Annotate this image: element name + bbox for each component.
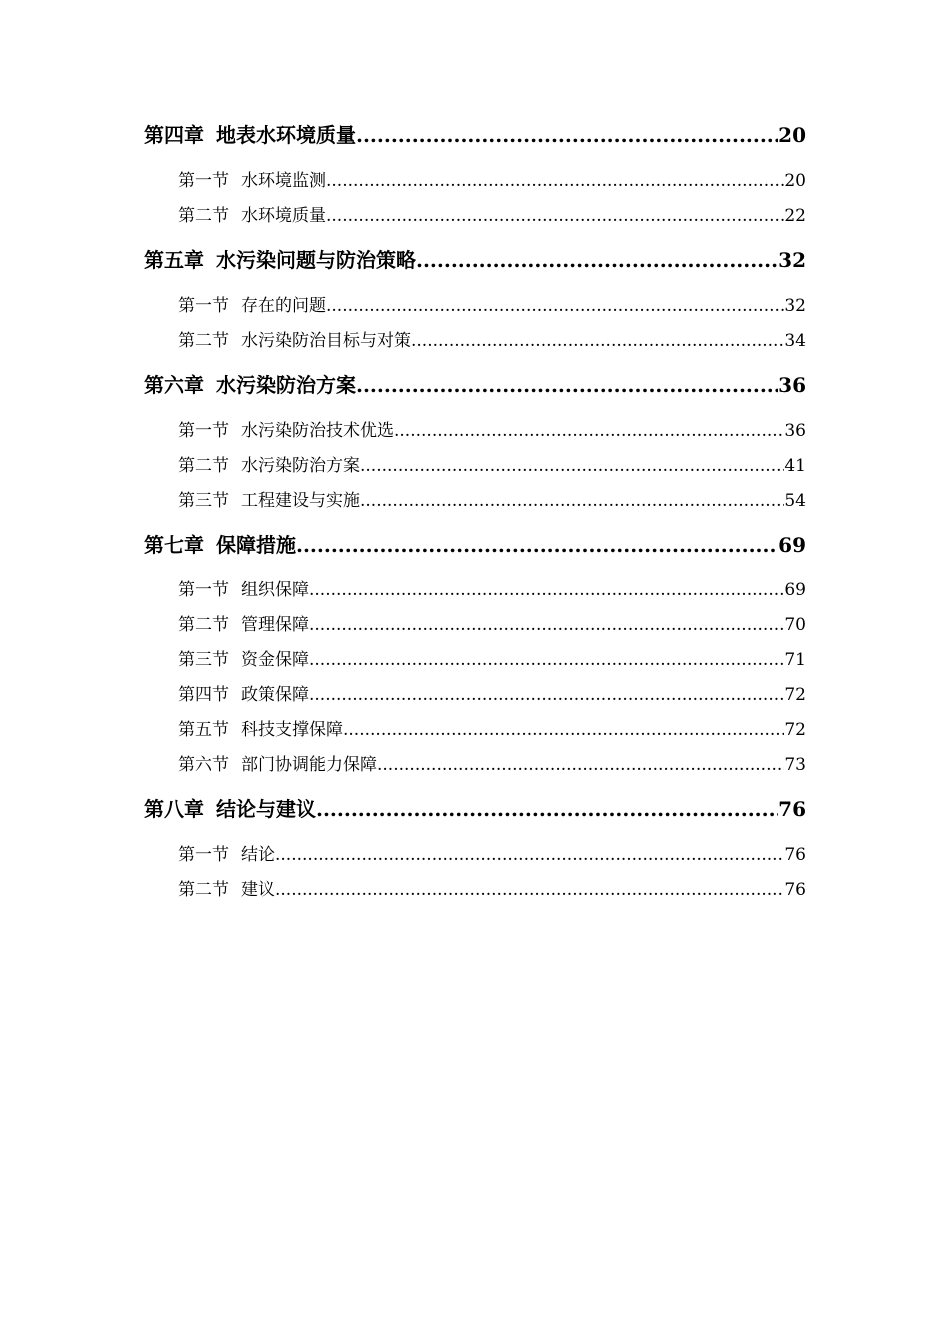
section-number: 第五节 [178,720,229,740]
toc-chapter-entry[interactable] [144,120,806,150]
page-number: 36 [784,421,806,441]
section-number: 第一节 [178,845,229,865]
chapter-title: 结论与建议 [216,797,316,821]
chapter-number: 第四章 [144,123,204,147]
chapter-number: 第五章 [144,248,204,272]
chapter-title: 水污染问题与防治策略 [216,248,416,272]
chapter-number: 第八章 [144,797,204,821]
section-title: 工程建设与实施 [241,491,360,511]
section-number: 第二节 [178,206,229,226]
dot-leader [326,293,784,319]
section-number: 第二节 [178,456,229,476]
page-number: 22 [784,206,806,226]
page-number: 71 [784,650,806,670]
toc-section-entry[interactable] [178,168,806,194]
page-number: 70 [784,615,806,635]
section-title: 建议 [241,880,275,900]
toc-section-entry[interactable] [178,612,806,638]
toc-section-entry[interactable] [178,752,806,778]
page-number: 32 [778,248,806,272]
dot-leader [411,328,784,354]
toc-section-entry[interactable] [178,453,806,479]
section-title: 部门协调能力保障 [241,755,377,775]
section-title: 水污染防治目标与对策 [241,331,411,351]
dot-leader [356,120,778,150]
section-title: 水环境监测 [241,171,326,191]
page-number: 76 [778,797,806,821]
page-number: 34 [784,331,806,351]
page-number: 41 [784,456,806,476]
chapter-title: 水污染防治方案 [216,373,356,397]
toc-section-entry[interactable] [178,488,806,514]
dot-leader [394,418,784,444]
dot-leader [377,752,784,778]
section-number: 第一节 [178,580,229,600]
page-number: 69 [784,580,806,600]
section-title: 结论 [241,845,275,865]
toc-chapter-entry[interactable] [144,370,806,400]
section-title: 资金保障 [241,650,309,670]
chapter-number: 第七章 [144,533,204,557]
dot-leader [309,682,784,708]
page-number: 76 [784,845,806,865]
section-number: 第一节 [178,171,229,191]
page-number: 73 [784,755,806,775]
toc-section-entry[interactable] [178,842,806,868]
toc-section-entry[interactable] [178,682,806,708]
dot-leader [309,647,784,673]
toc-chapter-entry[interactable] [144,794,806,824]
toc-section-entry[interactable] [178,293,806,319]
chapter-title: 保障措施 [216,533,296,557]
page-number: 20 [784,171,806,191]
section-title: 水环境质量 [241,206,326,226]
toc-section-entry[interactable] [178,328,806,354]
section-number: 第三节 [178,491,229,511]
section-title: 政策保障 [241,685,309,705]
dot-leader [309,612,784,638]
toc-chapter-entry[interactable] [144,245,806,275]
page-number: 76 [784,880,806,900]
dot-leader [326,203,784,229]
dot-leader [416,245,778,275]
section-title: 水污染防治方案 [241,456,360,476]
page-number: 20 [778,123,806,147]
section-number: 第六节 [178,755,229,775]
toc-section-entry[interactable] [178,203,806,229]
toc-section-entry[interactable] [178,647,806,673]
chapter-title: 地表水环境质量 [216,123,356,147]
toc-section-entry[interactable] [178,577,806,603]
toc-section-entry[interactable] [178,717,806,743]
section-title: 存在的问题 [241,296,326,316]
section-number: 第一节 [178,421,229,441]
dot-leader [309,577,784,603]
dot-leader [360,453,784,479]
dot-leader [343,717,784,743]
page-number: 36 [778,373,806,397]
page-number: 72 [784,685,806,705]
dot-leader [360,488,784,514]
section-title: 组织保障 [241,580,309,600]
section-number: 第二节 [178,331,229,351]
section-title: 科技支撑保障 [241,720,343,740]
toc-section-entry[interactable] [178,877,806,903]
dot-leader [296,530,778,560]
page-number: 72 [784,720,806,740]
section-title: 管理保障 [241,615,309,635]
dot-leader [326,168,784,194]
section-number: 第一节 [178,296,229,316]
page-number: 32 [784,296,806,316]
section-number: 第二节 [178,880,229,900]
dot-leader [275,877,784,903]
toc-section-entry[interactable] [178,418,806,444]
section-number: 第四节 [178,685,229,705]
section-number: 第二节 [178,615,229,635]
section-title: 水污染防治技术优选 [241,421,394,441]
dot-leader [275,842,784,868]
dot-leader [316,794,778,824]
toc-chapter-entry[interactable] [144,530,806,560]
dot-leader [356,370,778,400]
page-number: 54 [784,491,806,511]
page-number: 69 [778,533,806,557]
section-number: 第三节 [178,650,229,670]
chapter-number: 第六章 [144,373,204,397]
